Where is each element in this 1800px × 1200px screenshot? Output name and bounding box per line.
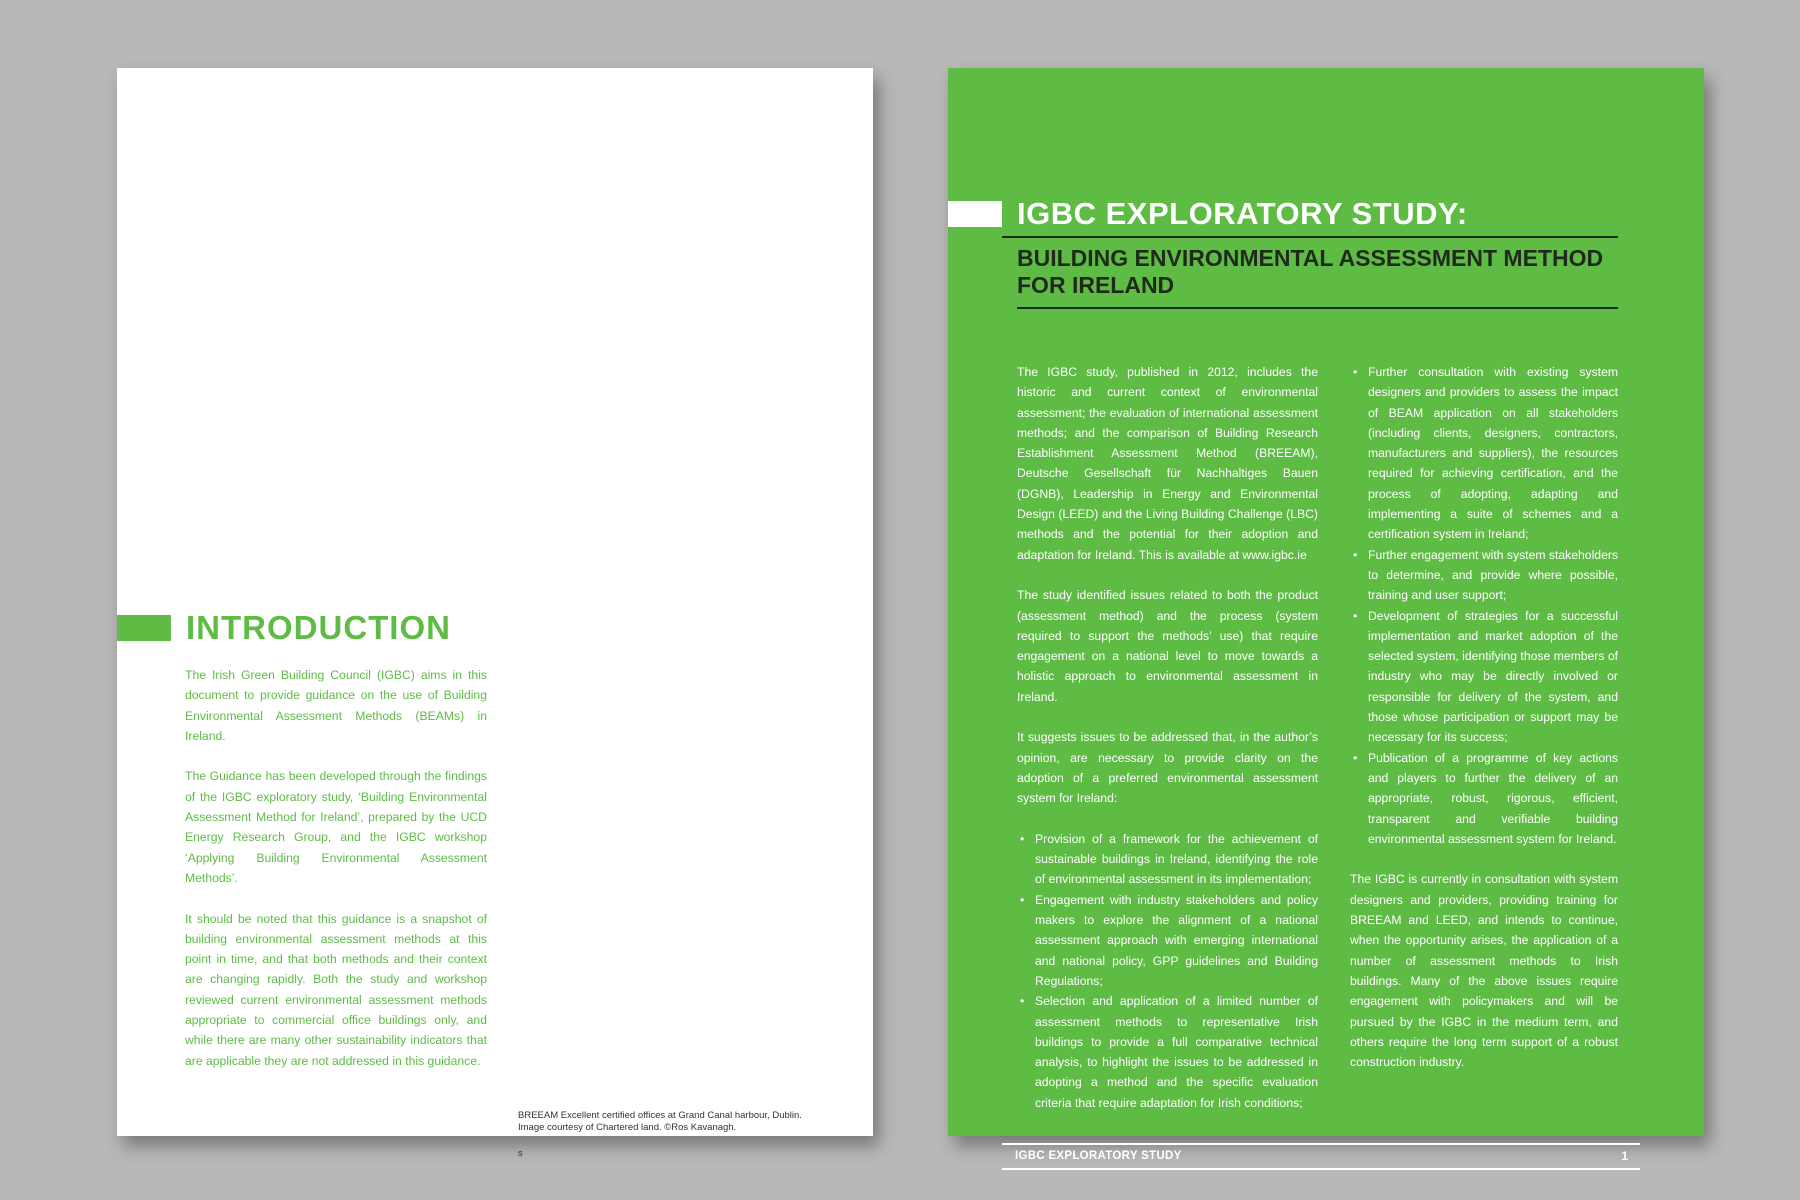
intro-paragraph: It should be noted that this guidance is a snapshot of building environmental assessment methods at this point in time, and that both methods and their context are changing rapidly. Both the study and workshop reviewed current environmental assessment methods appropriate to commercial office buildings only, and while there are many other sustainability indicators that are applicable they are not addressed in this guidance. (185, 911, 487, 1068)
text-column-left (1017, 362, 1318, 1133)
intro-paragraph: The Irish Green Building Council (IGBC) aims in this document to provide guidance on the use of Building Environmental Assessment Methods (BEAMs) in Ireland. (185, 668, 487, 743)
footer-title: IGBC EXPLORATORY STUDY (1015, 1150, 1182, 1162)
heading-accent-bar (117, 615, 171, 641)
page-title: IGBC EXPLORATORY STUDY: (1017, 196, 1468, 231)
left-page (117, 68, 873, 1158)
bullet-list (1350, 362, 1618, 849)
body-paragraph: The study identified issues related to both the product (assessment method) and the process (system required to support the methods’ use) that require engagement on a national level to move towards a holistic approach to environmental assessment in Ireland. (1017, 588, 1318, 704)
page-mark: s (518, 1148, 523, 1158)
caption-line: Image courtesy of Chartered land. ©Ros Kavanagh. (518, 1122, 737, 1133)
bullet-item: • Development of strategies for a successful implementation and market adoption of the selected system, identifying those members of industry who may be directly involved or responsible for delivery of the system, and those whose participation or support may be necessary for its success; (1350, 606, 1618, 748)
bullet-item: • Further consultation with existing system designers and providers to assess the impact of BEAM application on all stakeholders (including clients, designers, contractors, manufacturers and suppliers), the resources required for achieving certification, and the process of adopting, adapting and implementing a suite of schemes and a certification system in Ireland; (1350, 362, 1618, 545)
intro-paragraph: The Guidance has been developed through the findings of the IGBC exploratory study, ‘Building Environmental Assessment Method for Ireland’, prepared by the UCD Energy Research Group, and the IGBC workshop ‘Applying Building Environmental Assessment Methods’. (185, 769, 487, 885)
bullet-item: • Provision of a framework for the achievement of sustainable buildings in Ireland, identifying the role of environmental assessment in its implementation; (1017, 829, 1318, 890)
footer-divider (1002, 1143, 1640, 1145)
page-number: 1 (1621, 1149, 1628, 1163)
introduction-body (185, 665, 487, 1091)
title-accent-bar (948, 201, 1002, 227)
body-paragraph: It suggests issues to be addressed that, in the author’s opinion, are necessary to provide clarity on the adoption of a preferred environmental assessment system for Ireland: (1017, 730, 1318, 806)
page-subtitle: BUILDING ENVIRONMENTAL ASSESSMENT METHOD FOR IRELAND (1017, 245, 1604, 298)
bullet-item: • Engagement with industry stakeholders and policy makers to explore the alignment of a national assessment approach with emerging international and national policy, GPP guidelines and Building Regulations; (1017, 890, 1318, 991)
body-paragraph: The IGBC is currently in consultation with system designers and providers, providing training for BREEAM and LEED, and intends to continue, when the opportunity arises, the application of a number of assessment methods to Irish buildings. Many of the above issues require engagement with policymakers and will be pursued by the IGBC in the medium term, and others require the long term support of a robust construction industry. (1350, 872, 1618, 1070)
footer-divider (1002, 1168, 1640, 1170)
image-caption (518, 1110, 838, 1134)
subtitle-divider (1017, 307, 1618, 309)
bullet-item: • Publication of a programme of key actions and players to further the delivery of an appropriate, robust, rigorous, efficient, transparent and verifiable building environmental assessment system for Ireland. (1350, 748, 1618, 849)
title-divider (1002, 236, 1618, 238)
right-page (948, 68, 1704, 1163)
caption-line: BREEAM Excellent certified offices at Grand Canal harbour, Dublin. (518, 1110, 802, 1121)
bullet-item: • Further engagement with system stakeholders to determine, and provide where possible, training and user support; (1350, 545, 1618, 606)
introduction-heading: INTRODUCTION (186, 609, 451, 646)
bullet-item: • Selection and application of a limited number of assessment methods to representative Irish buildings to provide a full comparative technical analysis, to highlight the issues to be addressed in adopting a method and the specific evaluation criteria that require adaptation for Irish conditions; (1017, 991, 1318, 1113)
bullet-list (1017, 829, 1318, 1113)
body-paragraph: The IGBC study, published in 2012, includes the historic and current context of environmental assessment; the evaluation of international assessment methods; and the comparison of Building Research Establishment Assessment Method (BREEAM), Deutsche Gesellschaft für Nachhaltiges Bauen (DGNB), Leadership in Energy and Environmental Design (LEED) and the Living Building Challenge (LBC) methods and the potential for their adoption and adaptation for Ireland. This is available at www.igbc.ie (1017, 365, 1318, 562)
text-column-right (1350, 362, 1618, 1093)
